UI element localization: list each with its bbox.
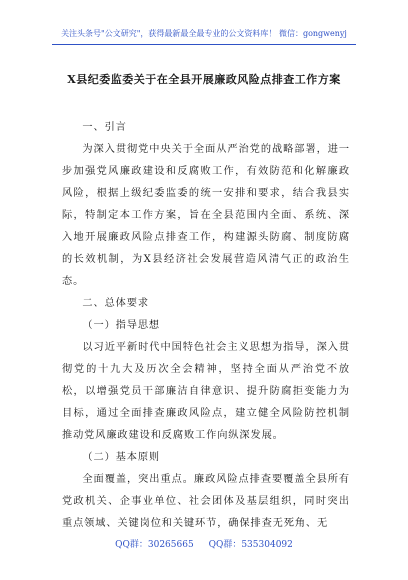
footer-contacts	[0, 537, 408, 550]
paragraph-intro: 为深入贯彻党中央关于全面从严治党的战略部署，进一步加强党风廉政建设和反腐败工作，有效防范和化解廉政风险，根据上级纪委监委的统一安排和要求，结合我县实际，特制定本工作方案，旨在全县范围内全面、系统、深入地开展廉政风险点排查工作，构建源头防腐、制度防腐的长效机制，为X县经济社会发展营造风清气正的政治生态。	[62, 144, 350, 287]
section-heading-intro: 一、引言	[82, 122, 127, 133]
document-body	[62, 117, 350, 535]
header-divider	[52, 44, 356, 45]
qq-group-2: QQ群：535304092	[208, 540, 293, 550]
subsection-heading-basic-principles: （二）基本原则	[82, 452, 161, 463]
section-heading-requirements: 二、总体要求	[82, 298, 149, 309]
document-title: X县纪委监委关于在全县开展廉政风险点排查工作方案	[67, 73, 341, 86]
paragraph-basic-principles: 全面覆盖，突出重点。廉政风险点排查要覆盖全县所有党政机关、企事业单位、社会团体及基层组织，同时突出重点领域、关键岗位和关键环节，确保排查无死角、无	[62, 474, 350, 529]
subsection-heading-guiding-ideology: （一）指导思想	[82, 320, 161, 331]
promo-header: 关注头条号"公文研究"，获得最新最全最专业的公文资料库！ 微信：gongwenyj	[61, 29, 347, 38]
paragraph-guiding-ideology: 以习近平新时代中国特色社会主义思想为指导，深入贯彻党的十九大及历次全会精神，坚持全面从严治党不放松，以增强党员干部廉洁自律意识、提升防腐拒变能力为目标，通过全面排查廉政风险点，建立健全风险防控机制推动党风廉政建设和反腐败工作向纵深发展。	[62, 342, 350, 441]
qq-group-1: QQ群：30265665	[115, 540, 194, 550]
